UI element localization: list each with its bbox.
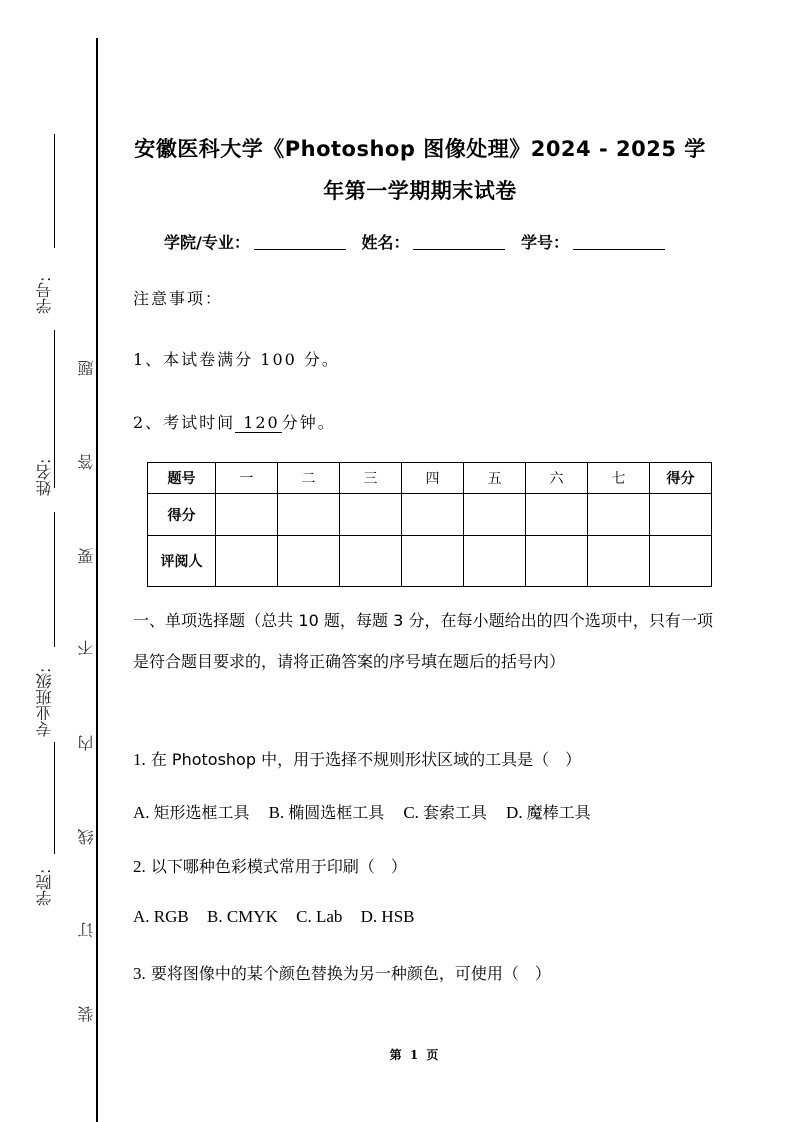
score-cell[interactable]	[588, 494, 650, 536]
section-1-instructions: 一、单项选择题（总共 10 题，每题 3 分，在每小题给出的四个选项中，只有一项是符合题目要求的，请将正确答案的序号填在题后的括号内）	[133, 611, 713, 671]
score-cell[interactable]	[464, 494, 526, 536]
option-label: B.	[268, 803, 285, 822]
question-number: 1.	[133, 750, 146, 769]
seal-char: 题	[77, 360, 96, 376]
option-c[interactable]	[296, 907, 342, 926]
reviewer-row	[148, 536, 712, 587]
question-2	[133, 854, 407, 877]
score-table-header-row	[148, 463, 712, 494]
reviewer-cell[interactable]	[526, 536, 588, 587]
option-b[interactable]	[207, 907, 278, 926]
binding-line	[96, 38, 98, 1122]
header-cell: 六	[526, 463, 588, 494]
option-label: A.	[133, 803, 150, 822]
option-b[interactable]	[269, 803, 385, 822]
question-text: 以下哪种色彩模式常用于印刷（ ）	[150, 857, 407, 876]
seal-char: 装	[77, 1006, 96, 1022]
score-cell[interactable]	[526, 494, 588, 536]
college-field-line	[54, 742, 55, 854]
option-c[interactable]	[403, 803, 487, 822]
reviewer-cell[interactable]	[464, 536, 526, 587]
question-number: 2.	[133, 857, 146, 876]
note-item-2-suffix: 分钟。	[281, 413, 336, 432]
option-text: RGB	[153, 907, 189, 926]
option-label: D.	[360, 907, 378, 926]
student-info-line	[164, 230, 675, 253]
score-cell[interactable]	[216, 494, 278, 536]
option-text: 魔棒工具	[526, 803, 591, 822]
seal-char: 不	[77, 640, 96, 656]
row-label: 得分	[148, 494, 216, 536]
question-2-options	[133, 907, 429, 927]
seal-char: 要	[77, 548, 96, 564]
reviewer-cell[interactable]	[216, 536, 278, 587]
note-item-2	[133, 410, 336, 433]
option-a[interactable]	[133, 803, 250, 822]
option-label: A.	[133, 907, 150, 926]
seal-char: 线	[77, 829, 96, 845]
score-row	[148, 494, 712, 536]
note-item-1: 1、本试卷满分 100 分。	[133, 350, 340, 369]
option-text: CMYK	[226, 907, 278, 926]
reviewer-cell[interactable]	[588, 536, 650, 587]
option-text: Lab	[315, 907, 343, 926]
exam-title-line1: 安徽医科大学《Photoshop 图像处理》2024 - 2025 学	[134, 137, 706, 161]
notes-heading: 注意事项：	[133, 289, 224, 308]
option-label: C.	[296, 907, 312, 926]
option-text: 矩形选框工具	[153, 803, 250, 822]
question-text: 在 Photoshop 中，用于选择不规则形状区域的工具是（ ）	[150, 750, 582, 769]
seal-char: 订	[77, 922, 96, 938]
header-cell: 一	[216, 463, 278, 494]
margin-student-id-label: 学号:	[35, 276, 54, 314]
option-label: D.	[506, 803, 523, 822]
name-label: 姓名：	[361, 233, 410, 252]
reviewer-cell[interactable]	[340, 536, 402, 587]
option-label: B.	[207, 907, 223, 926]
student-id-field-line	[54, 134, 55, 248]
score-cell[interactable]	[402, 494, 464, 536]
option-d[interactable]	[506, 803, 591, 822]
header-cell: 二	[278, 463, 340, 494]
college-major-label: 学院/专业：	[164, 233, 250, 252]
margin-college-label: 学院:	[35, 868, 54, 906]
score-cell[interactable]	[340, 494, 402, 536]
question-number: 3.	[133, 964, 146, 983]
question-1-options	[133, 800, 605, 823]
option-text: 套索工具	[422, 803, 487, 822]
question-text: 要将图像中的某个颜色替换为另一种颜色，可使用（ ）	[150, 964, 551, 983]
question-1	[133, 747, 581, 770]
margin-class-label: 专业班级:	[35, 667, 54, 737]
header-cell: 题号	[148, 463, 216, 494]
student-id-blank[interactable]	[573, 233, 665, 250]
margin-name-label: 姓名:	[35, 458, 54, 496]
note-item-2-prefix: 2、考试时间	[133, 413, 236, 432]
header-cell: 三	[340, 463, 402, 494]
reviewer-cell[interactable]	[278, 536, 340, 587]
student-id-label: 学号：	[521, 233, 570, 252]
row-label: 评阅人	[148, 536, 216, 587]
exam-title-line2: 年第一学期期末试卷	[323, 179, 517, 203]
header-cell: 四	[402, 463, 464, 494]
exam-duration-value: 120	[235, 414, 282, 433]
option-a[interactable]	[133, 907, 189, 926]
question-3	[133, 961, 551, 984]
option-text: 椭圆选框工具	[288, 803, 385, 822]
page-number: 第 1 页	[389, 1048, 441, 1062]
option-label: C.	[403, 803, 419, 822]
score-cell[interactable]	[278, 494, 340, 536]
header-cell: 得分	[650, 463, 712, 494]
header-cell: 七	[588, 463, 650, 494]
seal-char: 答	[77, 454, 96, 470]
class-field-line	[54, 512, 55, 647]
score-table	[147, 462, 712, 587]
seal-char: 内	[77, 735, 96, 751]
name-blank[interactable]	[413, 233, 505, 250]
option-d[interactable]	[361, 907, 415, 926]
reviewer-cell[interactable]	[650, 536, 712, 587]
college-major-blank[interactable]	[254, 233, 346, 250]
score-cell[interactable]	[650, 494, 712, 536]
header-cell: 五	[464, 463, 526, 494]
option-text: HSB	[381, 907, 415, 926]
reviewer-cell[interactable]	[402, 536, 464, 587]
